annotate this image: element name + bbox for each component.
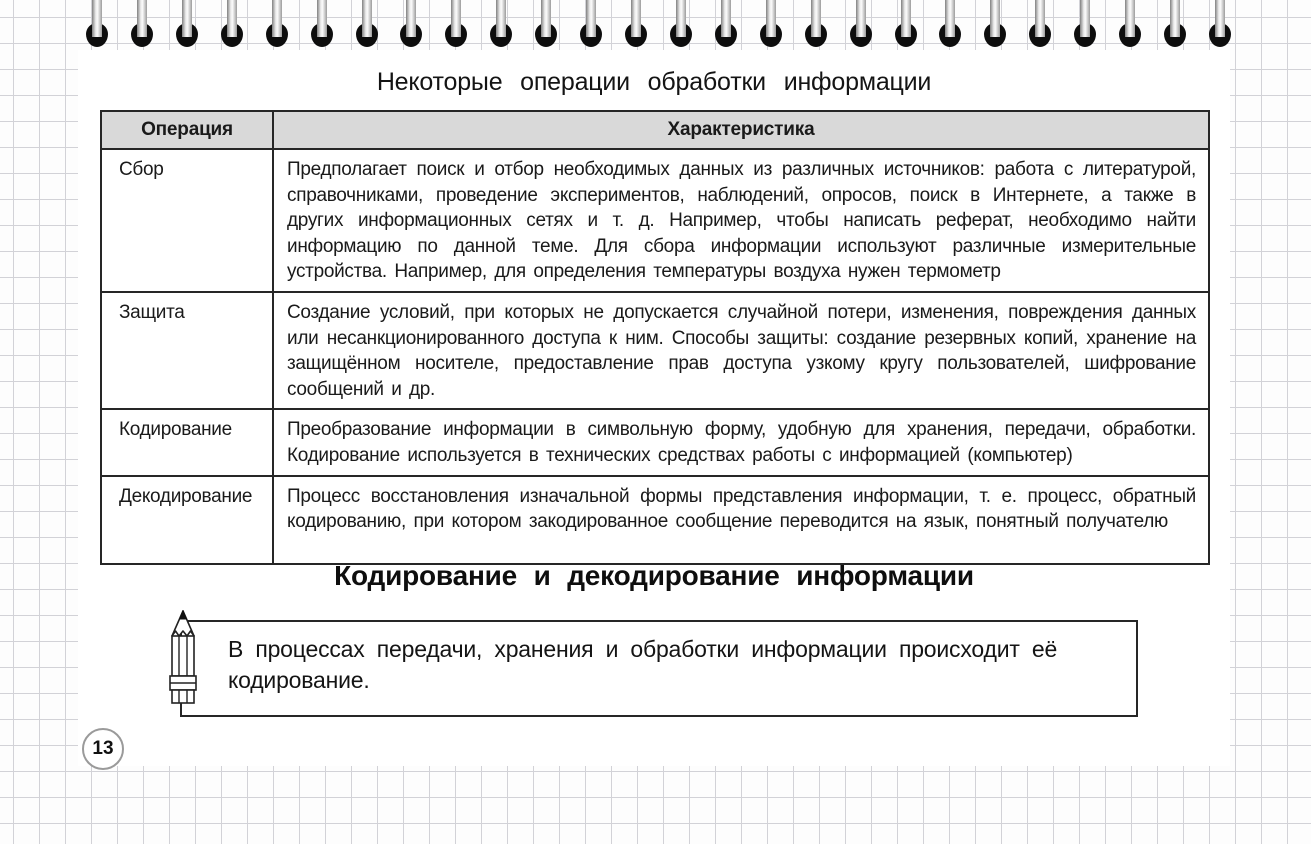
table-row: [101, 476, 1209, 564]
spiral-ring: [805, 0, 827, 50]
spiral-ring: [356, 0, 378, 50]
operation-cell: Защита: [101, 292, 273, 409]
spiral-ring: [715, 0, 737, 50]
table-header-row: [101, 111, 1209, 149]
spiral-ring: [1209, 0, 1231, 50]
spiral-ring: [760, 0, 782, 50]
description-cell: Процесс восстановления изначальной формы представления информации, т. е. процесс, обратный кодированию, при котором закодированное сообщение переводится на язык, понятный получателю: [273, 476, 1209, 564]
note-text: В процессах передачи, хранения и обработки информации происходит её кодирование.: [228, 636, 1058, 693]
spiral-ring: [670, 0, 692, 50]
page-number: 13: [92, 738, 114, 759]
spiral-ring: [1164, 0, 1186, 50]
spiral-binding: [0, 0, 1311, 52]
page-number-badge: [82, 728, 124, 770]
description-cell: Преобразование информации в символьную форму, удобную для хранения, передачи, обработки. Кодирование используется в технических средствах работы с информацией (компьютер): [273, 409, 1209, 475]
spiral-ring: [1029, 0, 1051, 50]
spiral-ring: [266, 0, 288, 50]
spiral-ring: [895, 0, 917, 50]
spiral-ring: [535, 0, 557, 50]
note-box: [180, 620, 1138, 717]
spiral-ring: [1119, 0, 1141, 50]
spiral-ring: [580, 0, 602, 50]
operation-cell: Декодирование: [101, 476, 273, 564]
column-header-operation: Операция: [101, 111, 273, 149]
operations-table: [100, 110, 1210, 565]
table-row: [101, 409, 1209, 475]
table-row: [101, 149, 1209, 292]
spiral-ring: [176, 0, 198, 50]
spiral-ring: [939, 0, 961, 50]
spiral-ring: [400, 0, 422, 50]
spiral-ring: [311, 0, 333, 50]
pencil-icon: [166, 610, 200, 706]
description-cell: Предполагает поиск и отбор необходимых данных из различных источников: работа с литературой, справочниками, проведение экспериментов, наблюдений, опросов, поиск в Интернете, а также в других информационных сетях и т. д. Например, чтобы написать реферат, необходимо найти информацию по данной теме. Для сбора информации используют различные измерительные устройства. Например, для определения температуры воздуха нужен термометр: [273, 149, 1209, 292]
spiral-ring: [221, 0, 243, 50]
spiral-ring: [850, 0, 872, 50]
spiral-ring: [445, 0, 467, 50]
spiral-ring: [131, 0, 153, 50]
operation-cell: Кодирование: [101, 409, 273, 475]
spiral-ring: [86, 0, 108, 50]
table-row: [101, 292, 1209, 409]
operation-cell: Сбор: [101, 149, 273, 292]
spiral-ring: [1074, 0, 1096, 50]
column-header-characteristic: Характеристика: [273, 111, 1209, 149]
spiral-ring: [490, 0, 512, 50]
page-title: Некоторые операции обработки информации: [376, 68, 932, 96]
description-cell: Создание условий, при которых не допускается случайной потери, изменения, повреждения данных или несанкционированного доступа к ним. Способы защиты: создание резервных копий, хранение на защищённом носителе, предоставление прав доступа узкому кругу пользователей, шифрование сообщений и др.: [273, 292, 1209, 409]
spiral-ring: [984, 0, 1006, 50]
spiral-ring: [625, 0, 647, 50]
section-heading: Кодирование и декодирование информации: [334, 560, 974, 591]
